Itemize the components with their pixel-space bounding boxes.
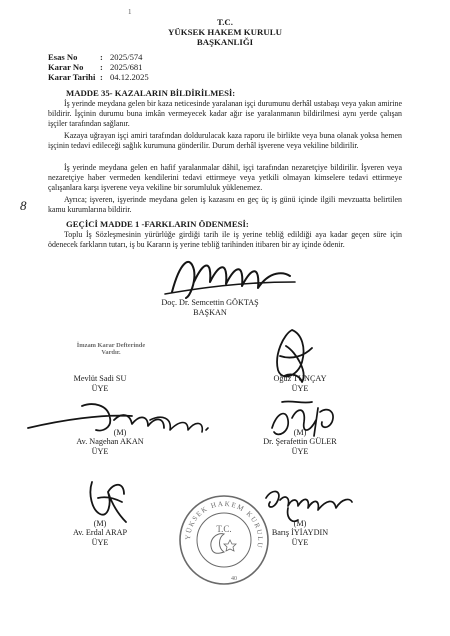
member-name: Oğuz TUNÇAY — [273, 374, 327, 383]
meta-value: 04.12.2025 — [110, 72, 149, 82]
header-office: BAŞKANLIĞI — [196, 37, 254, 47]
meta-value: 2025/681 — [110, 62, 143, 72]
header-institution: YÜKSEK HAKEM KURULU — [168, 27, 282, 37]
member-tag: (M) — [293, 519, 307, 528]
member-name: Mevlüt Sadi SU — [73, 374, 127, 383]
meta-esas — [48, 52, 142, 62]
member-tag: (M) — [93, 519, 107, 528]
member-name: Av. Erdal ARAP — [72, 528, 128, 537]
member-role: ÜYE — [291, 384, 309, 393]
member-name: Dr. Şerafettin GÜLER — [263, 437, 337, 446]
stamp-note — [66, 342, 156, 356]
paragraph: İş yerinde meydana gelen en hafif yaralanmalar dâhil, işçi tarafından nezaretçiye bildirilir. İşveren veya nezaretçiye haber vermeden kendilerini tedavi ettirmeye veya yetkili olmayan kimselere tedavi ettirmeye çalışanlara karşı işverene veya vekiline bir sorumluluk yüklenemez. — [48, 163, 402, 193]
member-role: ÜYE — [91, 384, 109, 393]
member-name: Barış İYİAYDIN — [271, 528, 329, 537]
member-tag: (M) — [113, 428, 127, 437]
meta-sep: : — [100, 62, 103, 72]
stamp-note-line2: Vardır. — [101, 349, 121, 356]
paragraph: Ayrıca; işveren, işyerinde meydana gelen iş kazasını en geç üç iş günü içinde ilgili mevzuatta belirtilen kamu kurumlarına bildirir. — [48, 195, 402, 215]
meta-sep: : — [100, 52, 103, 62]
member-role: ÜYE — [91, 538, 109, 547]
meta-karar — [48, 62, 142, 72]
paragraph: İş yerinde meydana gelen bir kaza neticesinde yaralanan işçi durumunu derhâl ustabaşı veya yakın amirine bildirir. İşçinin durumu buna imkân vermeyecek kadar ağır ise yaralanmanın bildirilmesi aynı yerde çalışan işçiler tarafından sağlanır. — [48, 99, 402, 129]
paragraph: Kazaya uğrayan işçi amiri tarafından doldurulacak kaza raporu ile birlikte veya buna olanak yoksa hemen işçinin tedavi edileceği sağlık kurumuna gönderilir. Durum derhâl işverene veya vekiline bildirilir. — [48, 131, 402, 151]
meta-label: Karar Tarihi — [48, 72, 96, 82]
meta-sep: : — [100, 72, 103, 82]
seal-center-text: T.C. — [216, 524, 232, 534]
member-role: ÜYE — [291, 447, 309, 456]
paragraph: Toplu İş Sözleşmesinin yürürlüğe girdiği tarih ile iş yerine tebliğ edildiği aya kadar geçen süre için ödenecek farkların tutarı, iş bu Kararın iş yerine tebliğ tarihinden itibaren bir ay içinde ödenir. — [48, 230, 402, 250]
official-seal — [176, 492, 272, 588]
meta-label: Karar No — [48, 62, 84, 72]
section-title-gecici: GEÇİCİ MADDE 1 -FARKLARIN ÖDENMESİ: — [66, 219, 249, 229]
member-name: Av. Nagehan AKAN — [76, 437, 144, 446]
margin-note: 8 — [20, 198, 27, 213]
stamp-note-line1: İmzam Karar Defterinde — [76, 342, 146, 349]
meta-date — [48, 72, 149, 82]
seal-number: 40 — [231, 576, 237, 582]
member-tag: (M) — [293, 428, 307, 437]
chair-name: Doç. Dr. Semcettin GÖKTAŞ — [161, 298, 259, 307]
section-title-madde35: MADDE 35- KAZALARIN BİLDİRİLMESİ: — [66, 88, 236, 98]
meta-label: Esas No — [48, 52, 78, 62]
meta-value: 2025/574 — [110, 52, 143, 62]
member-role: ÜYE — [291, 538, 309, 547]
chair-role: BAŞKAN — [193, 308, 227, 317]
header-tc: T.C. — [217, 17, 233, 27]
seal-ring-text: YÜKSEK HAKEM KURULU — [183, 499, 265, 550]
page-mark: 1 — [128, 8, 132, 16]
member-role: ÜYE — [91, 447, 109, 456]
